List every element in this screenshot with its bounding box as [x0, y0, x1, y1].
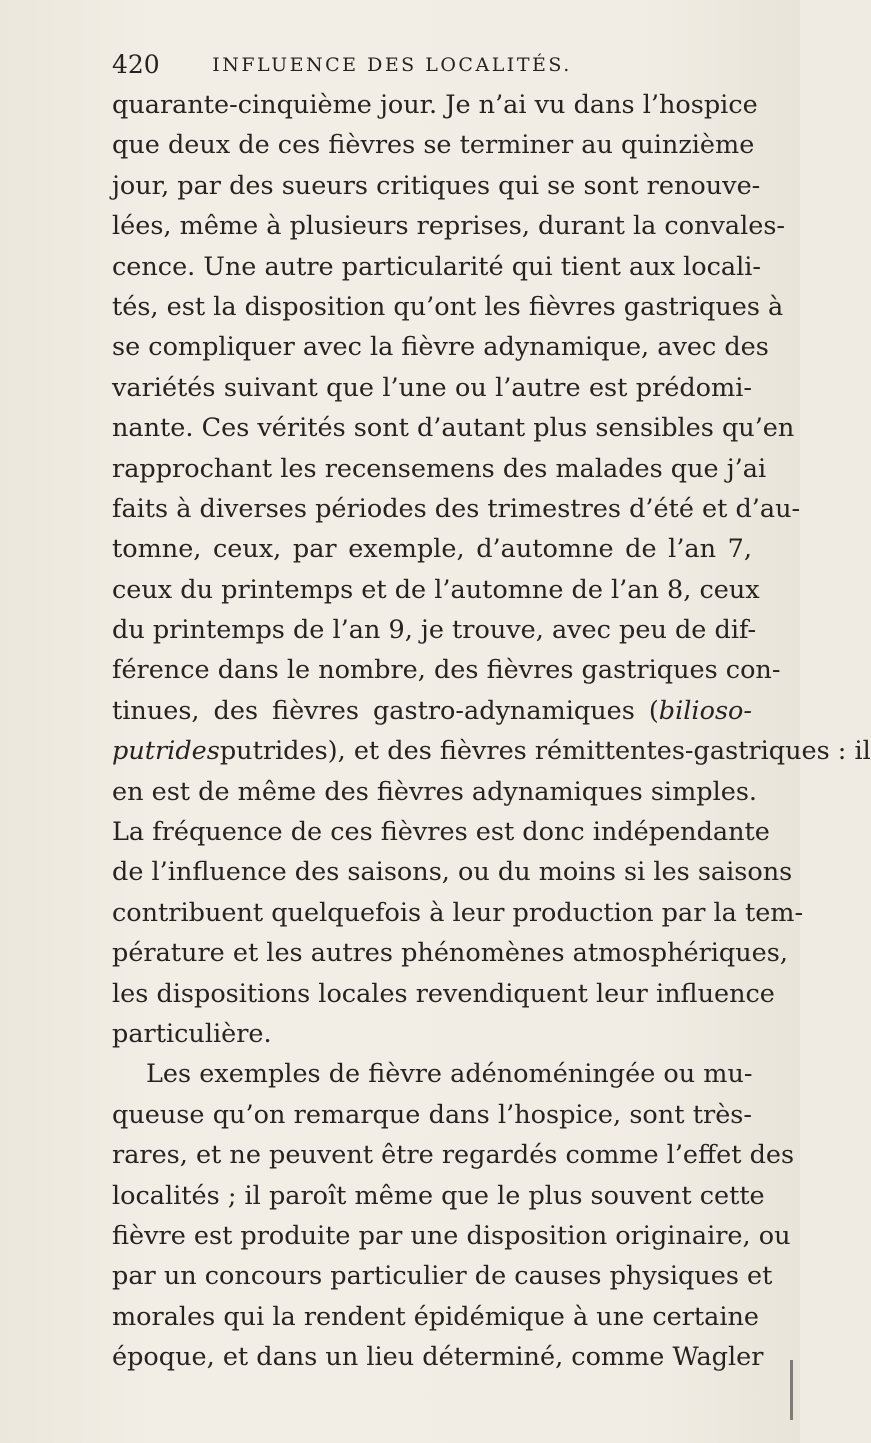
text-segment: putrides), et des fièvres rémittentes-gastriques : il	[219, 736, 871, 767]
text-line: lées, même à plusieurs reprises, durant la convales-	[112, 211, 786, 242]
paragraph-start-line: Les exemples de fièvre adénoméningée ou mu-	[146, 1059, 753, 1090]
text-line: rapprochant les recensemens des malades que j’ai	[112, 453, 767, 484]
text-line: ceux du printemps et de l’automne de l’an 8, ceux	[112, 574, 760, 605]
text-line-with-italic	[112, 731, 871, 771]
text-line: quarante-cinquième jour. Je n’ai vu dans l’hospice	[112, 90, 758, 120]
text-line: de l’influence des saisons, ou du moins si les saisons	[112, 857, 793, 888]
text-line: du printemps de l’an 9, je trouve, avec peu de dif-	[112, 615, 757, 646]
text-line: en est de même des fièvres adynamiques simples.	[112, 776, 758, 807]
text-line: localités ; il paroît même que le plus souvent cette	[112, 1180, 765, 1211]
text-line: tés, est la disposition qu’ont les fièvres gastriques à	[112, 291, 784, 322]
page-number: 420	[112, 50, 160, 79]
text-line: morales qui la rendent épidémique à une certaine	[112, 1301, 760, 1332]
text-line: nante. Ces vérités sont d’autant plus sensibles qu’en	[112, 413, 795, 444]
text-line: pérature et les autres phénomènes atmosphériques,	[112, 938, 788, 969]
text-line: tomne, ceux, par exemple, d’automne de l’an 7,	[112, 534, 752, 565]
text-line: les dispositions locales revendiquent leur influence	[112, 978, 775, 1009]
italic-term: putrides	[112, 736, 220, 767]
text-line: se compliquer avec la fièvre adynamique, avec des	[112, 332, 769, 363]
text-line: variétés suivant que l’une ou l’autre est prédomi-	[112, 372, 752, 403]
text-line: que deux de ces fièvres se terminer au quinzième	[112, 130, 755, 161]
text-line: férence dans le nombre, des fièvres gastriques con-	[112, 655, 781, 686]
text-line: particulière.	[112, 1018, 272, 1049]
text-line: queuse qu’on remarque dans l’hospice, sont très-	[112, 1099, 752, 1130]
text-line: cence. Une autre particularité qui tient aux locali-	[112, 251, 762, 282]
text-line: faits à diverses périodes des trimestres d’été et d’au-	[112, 493, 801, 524]
body-text	[112, 85, 871, 1378]
page-header	[112, 50, 672, 84]
text-line: par un concours particulier de causes physiques et	[112, 1261, 773, 1292]
text-line-with-italic	[112, 691, 752, 731]
text-line: jour, par des sueurs critiques qui se sont renouve-	[112, 170, 761, 201]
text-line: La fréquence de ces fièvres est donc indépendante	[112, 817, 770, 848]
text-line: rares, et ne peuvent être regardés comme l’effet des	[112, 1140, 795, 1171]
running-title: INFLUENCE DES LOCALITÉS.	[212, 54, 572, 76]
text-line: contribuent quelquefois à leur production par la tem-	[112, 897, 804, 928]
page-edge-shadow	[790, 1360, 793, 1420]
text-line: fièvre est produite par une disposition originaire, ou	[112, 1220, 791, 1251]
text-line: époque, et dans un lieu déterminé, comme Wagler	[112, 1342, 764, 1373]
text-segment: tinues, des fièvres gastro-adynamiques (	[112, 695, 659, 726]
italic-term: bilioso-	[658, 695, 752, 726]
